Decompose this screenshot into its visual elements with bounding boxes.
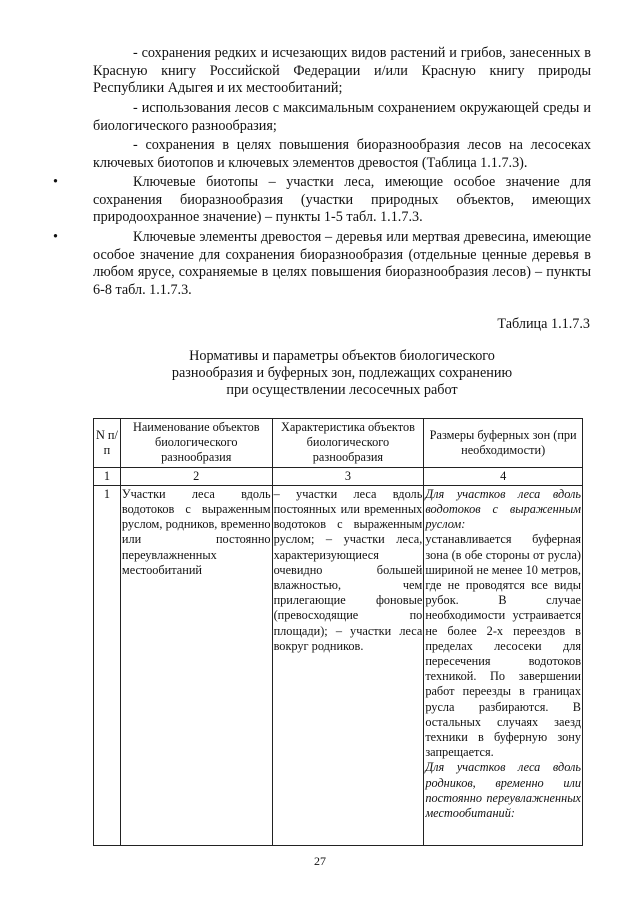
row-object-name: Участки леса вдоль водотоков с выраженным руслом, родников, временно или постоянно переувлажненных местообитаний (120, 485, 272, 845)
buffer-springs-heading: Для участков леса вдоль родников, временно или постоянно переувлажненных местообитаний: (425, 760, 581, 821)
caption-line: Нормативы и параметры объектов биологического (189, 348, 495, 364)
column-number: 4 (424, 467, 583, 485)
header-buffer: Размеры буферных зон (при необходимости) (424, 419, 583, 468)
header-name: Наименование объектов биологического разнообразия (120, 419, 272, 468)
buffer-watercourse-heading: Для участков леса вдоль водотоков с выраженным руслом: (425, 486, 581, 532)
row-buffer-zone (424, 485, 583, 845)
paragraph-forest-use: - использования лесов с максимальным сохранением окружающей среды и биологического разнообразия; (93, 100, 591, 134)
bullet-key-elements-text: Ключевые элементы древостоя – деревья или мертвая древесина, имеющие особое значение для сохранения биоразнообразия (отдельные ценные деревья в любом ярусе, сохраняемые в целях повышения биоразнообразия лесов) – пункты 6-8 табл. 1.1.7.3. (93, 229, 591, 298)
column-number-row (94, 467, 583, 485)
buffer-watercourse-text: устанавливается буферная зона (в обе стороны от русла) шириной не менее 10 метров, где не проводятся все виды рубок. В случае необходимости устраивается не более 2-х переездов в пределах лесосеки для пересечения водотоков техникой. По завершении работ переезды в границах русла разбираются. В остальных случаях заезд техники в буферную зону запрещается. (425, 532, 581, 760)
column-number: 3 (272, 467, 424, 485)
paragraph-key-habitats: - сохранения в целях повышения биоразнообразия лесов на лесосеках ключевых биотопов и ключевых элементов древостоя (Таблица 1.1.7.3). (93, 137, 591, 171)
paragraph-rare-species: - сохранения редких и исчезающих видов растений и грибов, занесенных в Красную книгу Российской Федерации и/или Красную книгу природы Республики Адыгея и их местообитаний; (93, 45, 591, 96)
column-number: 2 (120, 467, 272, 485)
bullet-key-biotopes-text: Ключевые биотопы – участки леса, имеющие особое значение для сохранения биоразнообразия (участки природных объектов, имеющих природоохранное значение) – пункты 1-5 табл. 1.1.7.3. (93, 174, 591, 225)
header-num: N п/п (94, 419, 121, 468)
column-number: 1 (94, 467, 121, 485)
bullet-key-elements (53, 229, 591, 299)
table-label: Таблица 1.1.7.3 (497, 316, 590, 332)
header-characteristic: Характеристика объектов биологического разнообразия (272, 419, 424, 468)
table-row (94, 485, 583, 845)
biodiversity-table (93, 418, 583, 846)
bullet-icon: • (53, 229, 58, 245)
row-num: 1 (94, 485, 121, 845)
caption-line: разнообразия и буферных зон, подлежащих сохранению (171, 365, 513, 381)
page-number: 27 (314, 854, 326, 868)
table-caption (93, 348, 591, 399)
table-header-row (94, 419, 583, 468)
caption-line: при осуществлении лесосечных работ (226, 382, 458, 398)
bullet-icon: • (53, 174, 58, 190)
row-characteristic: – участки леса вдоль постоянных или временных водотоков с выраженным руслом; – участки леса, характеризующиеся очевидно большей влажностью, чем прилегающие фоновые (превосходящие по площади); – участки леса вокруг родников. (272, 485, 424, 845)
bullet-key-biotopes (53, 174, 591, 227)
